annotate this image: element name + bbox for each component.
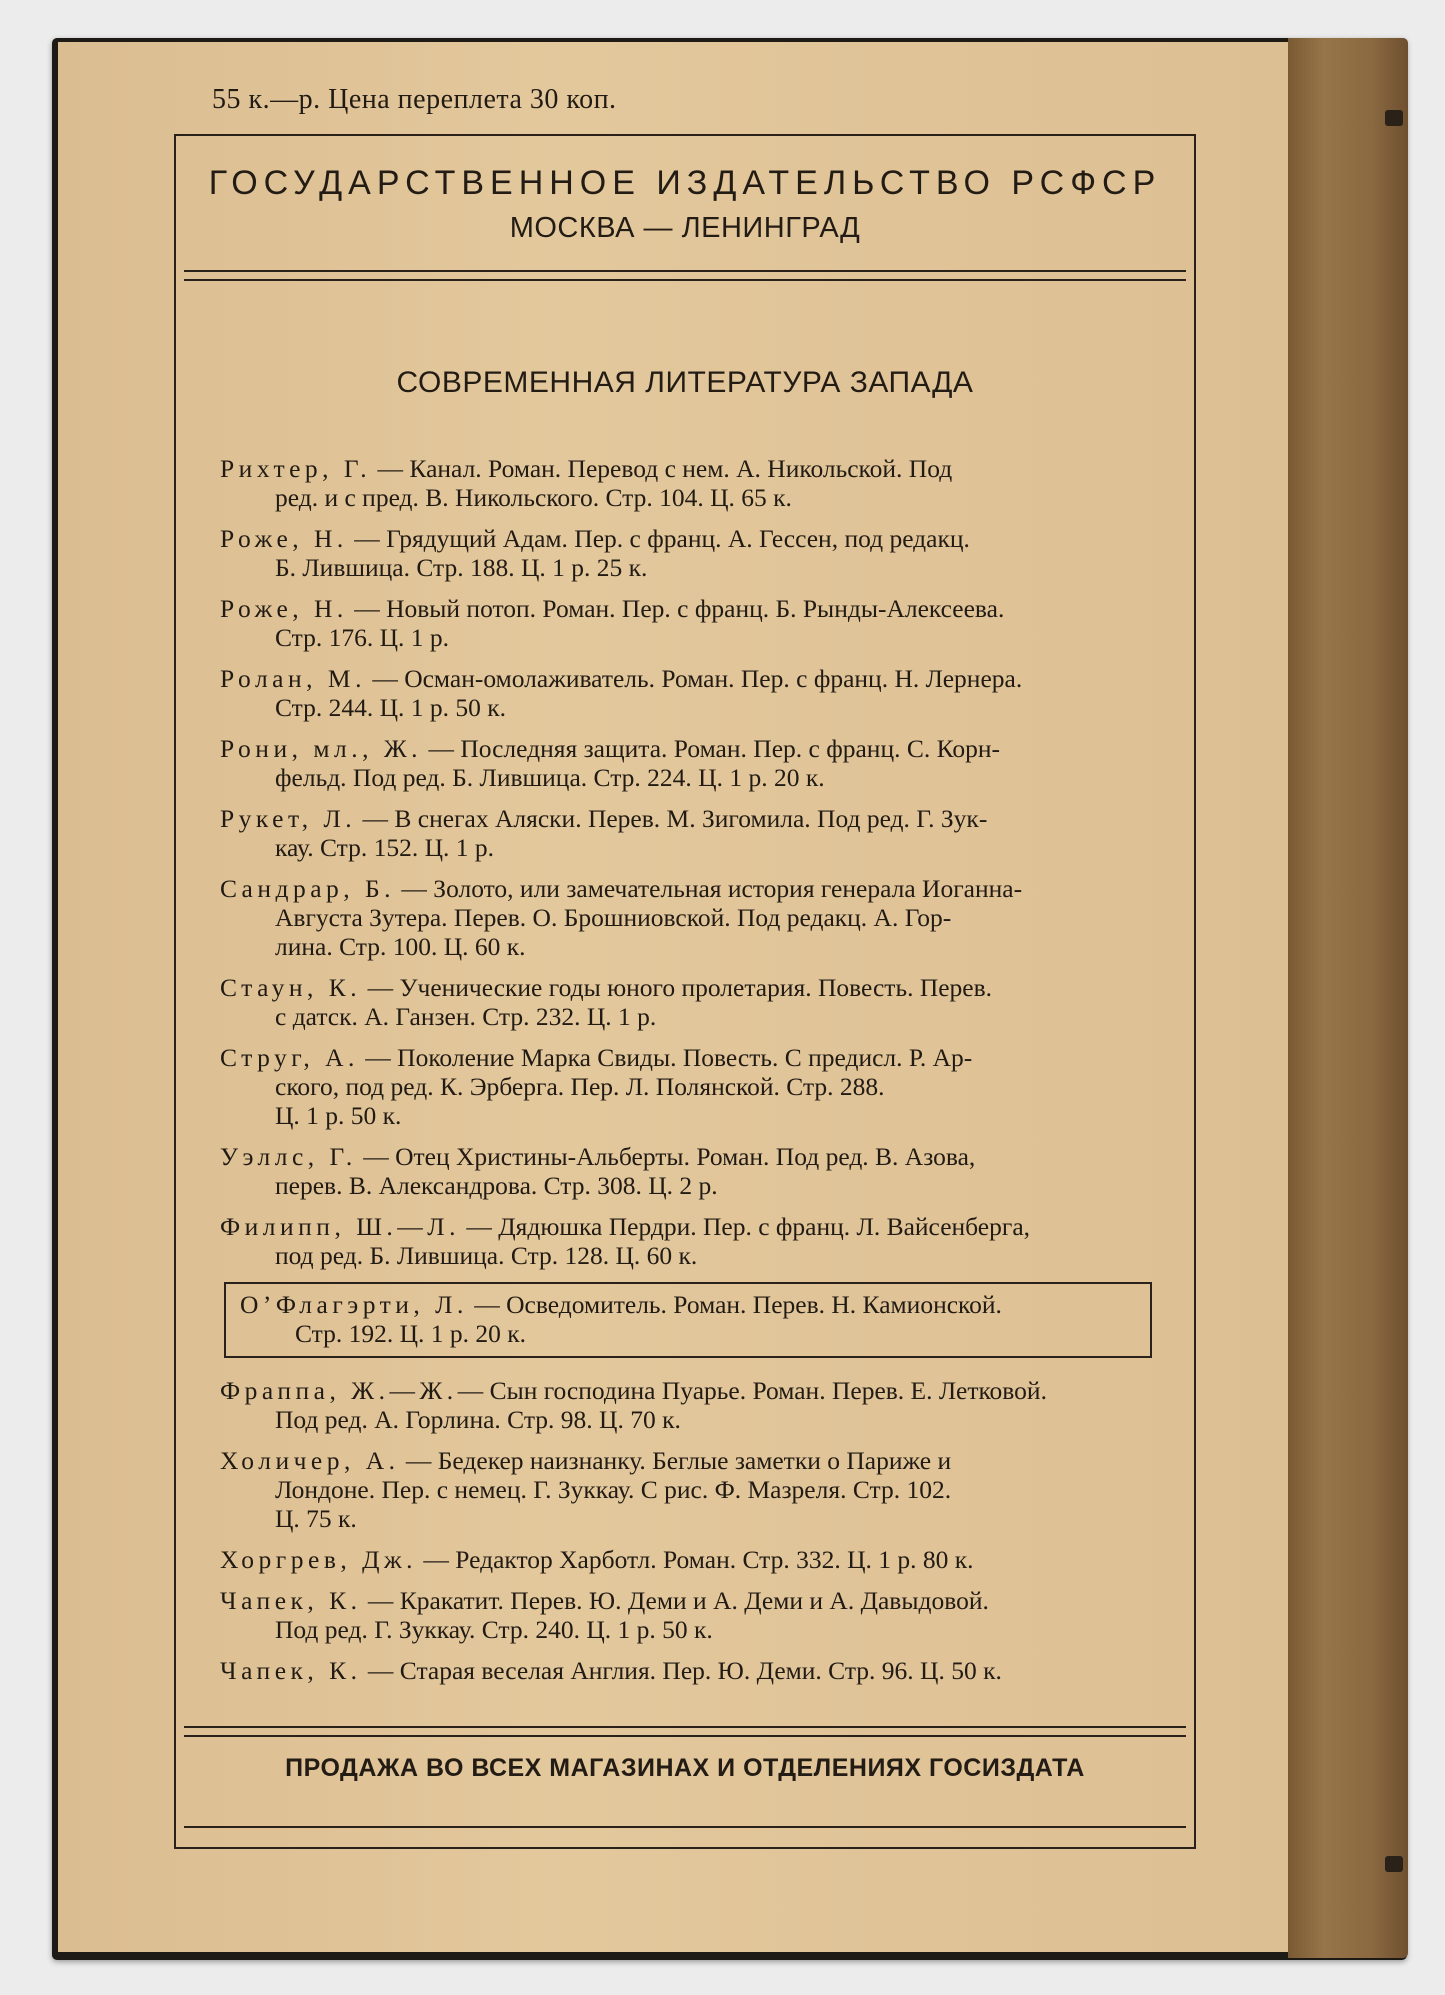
price-line: 55 к.—р. Цена переплета 30 коп. [212,84,617,115]
book-entry [220,594,1160,652]
book-entry [220,1043,1160,1130]
entry-first-line [220,1043,1160,1072]
book-entry [220,524,1160,582]
book-entry [220,973,1160,1031]
entry-continuation: Лондоне. Пер. с немец. Г. Зуккау. С рис. Ф. Мазреля. Стр. 102. [275,1475,952,1504]
entry-first-line [240,1290,1140,1319]
entry-author: Филипп, Ш.—Л. [220,1212,460,1241]
book-entry [220,664,1160,722]
book-spine [1288,38,1408,1958]
book-list [220,454,1160,1697]
entry-first-line [220,1545,1160,1574]
entry-first-line [220,804,1160,833]
entry-title: — Осман-омолаживатель. Роман. Пер. с франц. Н. Лернера. [365,664,1023,693]
footer-rule [184,1726,1186,1737]
spine-tab [1385,1856,1403,1872]
entry-title: — В снегах Аляски. Перев. М. Зигомила. Под ред. Г. Зук- [356,804,988,833]
entry-first-line [220,1376,1160,1405]
entry-author: Холичер, А. [220,1446,400,1475]
entry-title: — Новый потоп. Роман. Пер. с франц. Б. Рынды-Алексеева. [347,594,1005,623]
entry-continuation: фельд. Под ред. Б. Лившица. Стр. 224. Ц. 1 р. 20 к. [275,763,825,792]
entry-continuation: перев. В. Александрова. Стр. 308. Ц. 2 р. [275,1171,718,1200]
bottom-rule [184,1826,1186,1828]
book-entry [220,1376,1160,1434]
entry-author: Рони, мл., Ж. [220,734,423,763]
book-entry [220,1142,1160,1200]
entry-continuation: Стр. 244. Ц. 1 р. 50 к. [275,693,507,722]
entry-title: — Канал. Роман. Перевод с нем. А. Никольской. Под [371,454,953,483]
highlighted-book-entry [224,1282,1152,1358]
entry-first-line [220,734,1160,763]
entry-continuation: кау. Стр. 152. Ц. 1 р. [275,833,495,862]
publisher-name: ГОСУДАРСТВЕННОЕ ИЗДАТЕЛЬСТВО РСФСР [208,164,1162,202]
entry-first-line [220,524,1160,553]
entry-continuation: под ред. Б. Лившица. Стр. 128. Ц. 60 к. [275,1241,698,1270]
entry-title: — Отец Христины-Альберты. Роман. Под ред. В. Азова, [356,1142,976,1171]
spine-tab [1385,110,1403,126]
entry-continuation: Под ред. А. Горлина. Стр. 98. Ц. 70 к. [275,1405,681,1434]
entry-author: Рихтер, Г. [220,454,372,483]
entry-author: Роже, Н. [220,524,348,553]
advertisement-frame [174,134,1196,1849]
book-entry [220,454,1160,512]
entry-title: — Сын господина Пуарье. Роман. Перев. Е. Летковой. [457,1376,1047,1405]
entry-continuation: Б. Лившица. Стр. 188. Ц. 1 р. 25 к. [275,553,648,582]
entry-title: — Осведомитель. Роман. Перев. Н. Камионской. [467,1290,1002,1319]
entry-first-line [220,664,1160,693]
entry-continuation: ского, под ред. К. Эрберга. Пер. Л. Полянской. Стр. 288. [275,1072,885,1101]
entry-first-line [220,1586,1160,1615]
entry-author: Фраппа, Ж.—Ж. [220,1376,458,1405]
entry-author: Ролан, М. [220,664,366,693]
entry-author: О’Флагэрти, Л. [240,1290,468,1319]
entry-title: — Старая веселая Англия. Пер. Ю. Деми. Стр. 96. Ц. 50 к. [361,1656,1002,1685]
entry-first-line [220,1446,1160,1475]
entry-title: — Последняя защита. Роман. Пер. с франц. С. Корн- [422,734,1000,763]
entry-continuation: с датск. А. Ганзен. Стр. 232. Ц. 1 р. [275,1002,657,1031]
entry-first-line [220,973,1160,1002]
section-title: СОВРЕМЕННАЯ ЛИТЕРАТУРА ЗАПАДА [396,366,974,399]
book-entry [220,1446,1160,1533]
entry-author: Хоргрев, Дж. [220,1545,418,1574]
book-entry [220,874,1160,961]
book-entry [220,1212,1160,1270]
entry-title: — Дядюшка Пердри. Пер. с франц. Л. Вайсенберга, [459,1212,1031,1241]
entry-author: Чапек, К. [220,1586,362,1615]
entry-first-line [220,454,1160,483]
entry-continuation: Стр. 192. Ц. 1 р. 20 к. [295,1319,527,1348]
entry-author: Сандрар, Б. [220,874,396,903]
entry-continuation: ред. и с пред. В. Никольского. Стр. 104. Ц. 65 к. [275,483,792,512]
header-rule [184,270,1186,281]
entry-title: — Редактор Харботл. Роман. Стр. 332. Ц. 1 р. 80 к. [417,1545,974,1574]
entry-title: — Поколение Марка Свиды. Повесть. С предисл. Р. Ар- [358,1043,973,1072]
entry-author: Чапек, К. [220,1656,362,1685]
entry-author: Уэллс, Г. [220,1142,357,1171]
entry-author: Струг, А. [220,1043,359,1072]
entry-title: — Золото, или замечательная история генерала Иоганна- [395,874,1023,903]
publisher-header [176,136,1194,274]
entry-continuation: Ц. 1 р. 50 к. [275,1101,402,1130]
entry-continuation: Стр. 176. Ц. 1 р. [275,623,450,652]
entry-continuation: Под ред. Г. Зуккау. Стр. 240. Ц. 1 р. 50 к. [275,1615,713,1644]
book-entry [220,804,1160,862]
entry-title: — Бедекер наизнанку. Беглые заметки о Париже и [399,1446,952,1475]
entry-continuation: Августа Зутера. Перев. О. Брошниовской. Под редакц. А. Гор- [275,903,952,932]
entry-title: — Кракатит. Перев. Ю. Деми и А. Деми и А. Давыдовой. [361,1586,989,1615]
entry-title: — Грядущий Адам. Пер. с франц. А. Гессен, под редакц. [347,524,970,553]
entry-title: — Ученические годы юного пролетария. Повесть. Перев. [361,973,993,1002]
book-entry [220,734,1160,792]
entry-author: Рукет, Л. [220,804,357,833]
entry-continuation: лина. Стр. 100. Ц. 60 к. [275,932,526,961]
entry-first-line [220,1656,1160,1685]
footer-notice: ПРОДАЖА ВО ВСЕХ МАГАЗИНАХ И ОТДЕЛЕНИЯХ ГОСИЗДАТА [285,1754,1085,1782]
entry-first-line [220,874,1160,903]
entry-author: Роже, Н. [220,594,348,623]
entry-first-line [220,594,1160,623]
book-entry [220,1545,1160,1574]
book-entry [220,1586,1160,1644]
book-entry [220,1656,1160,1685]
entry-author: Стаун, К. [220,973,362,1002]
entry-first-line [220,1142,1160,1171]
publisher-cities: МОСКВА — ЛЕНИНГРАД [509,212,861,244]
entry-continuation: Ц. 75 к. [275,1504,357,1533]
entry-first-line [220,1212,1160,1241]
